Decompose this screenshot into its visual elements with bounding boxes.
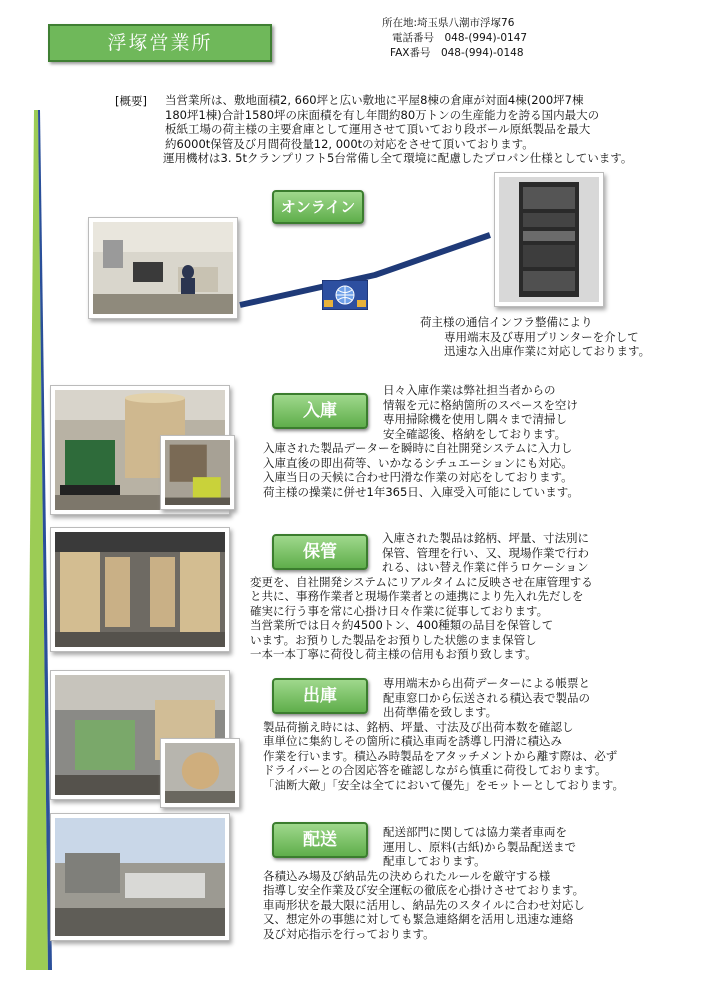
online-heading: オンライン <box>272 190 364 224</box>
shukko-photo-inset <box>160 738 240 808</box>
nyuko-line: 入庫直後の即出荷等、いかなるシチュエーションにも対応。 <box>263 455 573 470</box>
hokan-line: 一本一本丁寧に荷役し荷主様の信用もお預り致します。 <box>250 647 537 661</box>
shukko-line: 製品荷揃え時には、銘柄、坪量、寸法及び出荷本数を確認し <box>263 719 574 734</box>
phone-text: 電話番号 048-(994)-0147 <box>392 32 528 44</box>
online-text <box>420 315 650 359</box>
nyuko-heading: 入庫 <box>272 393 368 429</box>
hokan-line: 保管、管理を行い、又、現場作業で行わ <box>382 545 589 560</box>
hokan-line: 確実に行う事を常に心掛け日々作業に従事しております。 <box>250 603 549 618</box>
nyuko-line: 情報を元に格納箇所のスペースを空け <box>383 397 578 412</box>
network-icon <box>322 280 368 310</box>
haiso-line: 配車しております。 <box>383 854 486 868</box>
nyuko-line: 安全確認後、格納をしております。 <box>383 426 567 441</box>
online-line: 荷主様の通信インフラ整備により <box>420 315 593 329</box>
shukko-line: 「油断大敵」「安全は全てにおいて優先」をモットーとしております。 <box>263 777 624 792</box>
nyuko-line: 荷主様の操業に併せ1年365日、入庫受入可能にしています。 <box>263 484 579 499</box>
nyuko-line: 日々入庫作業は弊社担当者からの <box>383 383 556 397</box>
hokan-heading: 保管 <box>272 534 368 570</box>
summary-text <box>165 93 695 166</box>
fax-text: FAX番号 048-(994)-0148 <box>390 47 524 59</box>
haiso-line: 指導し安全作業及び安全運転の徹底を心掛けさせております。 <box>263 883 585 897</box>
hokan-line: と共に、事務作業者と現場作業者との連携により先入れ先だしを <box>250 589 584 603</box>
summary-line: 板紙工場の荷主様の主要倉庫として運用させて頂いており段ボール原紙製品を最大 <box>165 122 591 136</box>
shukko-line: 車単位に集約しその箇所に積込車両を誘導し円滑に積込み <box>263 734 562 748</box>
hokan-text <box>250 531 593 662</box>
server-rack-photo <box>494 172 604 307</box>
hokan-line: 変更を、自社開発システムにリアルタイムに反映させ在庫管理する <box>250 574 593 589</box>
shukko-line: 作業を行います。積込み時製品をアタッチメントから離す際は、必ず <box>263 748 618 763</box>
hokan-line: います。お預りした製品をお預りした状態のまま保管し <box>250 632 537 647</box>
hokan-line: 入庫された製品は銘柄、坪量、寸法別に <box>382 531 589 545</box>
haiso-heading: 配送 <box>272 822 368 858</box>
haiso-photo <box>50 813 230 941</box>
nyuko-line: 入庫された製品データーを瞬時に自社開発システムに入力し <box>263 441 573 455</box>
haiso-line: 配送部門に関しては協力業者車両を <box>383 825 567 839</box>
address-text: 所在地:埼玉県八潮市浮塚76 <box>382 17 515 29</box>
nyuko-line: 専用掃除機を使用し隅々まで清掃し <box>383 412 567 426</box>
hokan-photo <box>50 527 230 652</box>
nyuko-photo-inset <box>160 435 235 510</box>
haiso-text <box>263 825 585 941</box>
summary-line: 180坪1棟)合計1580坪の床面積を有し年間約80万トンの生産能力を誇る国内最大の <box>165 107 600 122</box>
summary-line: 運用機材は3. 5tクランプリフト5台常備し全て環境に配慮したプロパン仕様としています。 <box>163 151 633 165</box>
shukko-line: 専用端末から出荷データーによる帳票と <box>383 676 590 690</box>
shukko-line: ドライバーとの合図応答を確認しながら慎重に荷役しております。 <box>263 763 607 777</box>
haiso-line: 運用し、原料(古紙)から製品配送まで <box>383 839 576 854</box>
summary-line: 当営業所は、敷地面積2, 660坪と広い敷地に平屋8棟の倉庫が対面4棟(200坪7棟 <box>165 93 584 107</box>
hokan-line: れる、はい替え作業に伴うロケーション <box>382 560 589 574</box>
nyuko-line: 入庫当日の天候に合わせ円滑な作業の対応をしております。 <box>263 470 573 484</box>
hokan-line: 当営業所では日々約4500トン、400種類の品目を保管して <box>250 618 554 632</box>
haiso-line: 各積込み場及び納品先の決められたルールを厳守する様 <box>263 868 551 883</box>
shukko-text <box>263 676 624 792</box>
online-line: 専用端末及び専用プリンターを介して <box>444 329 639 344</box>
shukko-line: 配車窓口から伝送される積込表で製品の <box>383 690 590 705</box>
haiso-line: 車両形状を最大限に活用し、納品先のスタイルに合わせ対応し <box>263 897 585 912</box>
online-line: 迅速な入出庫作業に対応しております。 <box>444 344 651 358</box>
shukko-heading: 出庫 <box>272 678 368 714</box>
office-photo <box>88 217 238 319</box>
page-title: 浮塚営業所 <box>48 24 272 62</box>
summary-line: 約6000t保管及び月間荷役量12, 000tの対応をさせて頂いております。 <box>165 136 534 151</box>
haiso-line: 又、想定外の事態に対しても緊急連絡網を活用し迅速な連絡 <box>263 912 574 926</box>
office-address-block <box>360 16 527 61</box>
haiso-line: 及び対応指示を行っております。 <box>263 926 435 941</box>
summary-label: [概要] <box>115 94 147 108</box>
shukko-line: 出荷準備を致します。 <box>383 705 498 719</box>
nyuko-text <box>263 383 579 499</box>
